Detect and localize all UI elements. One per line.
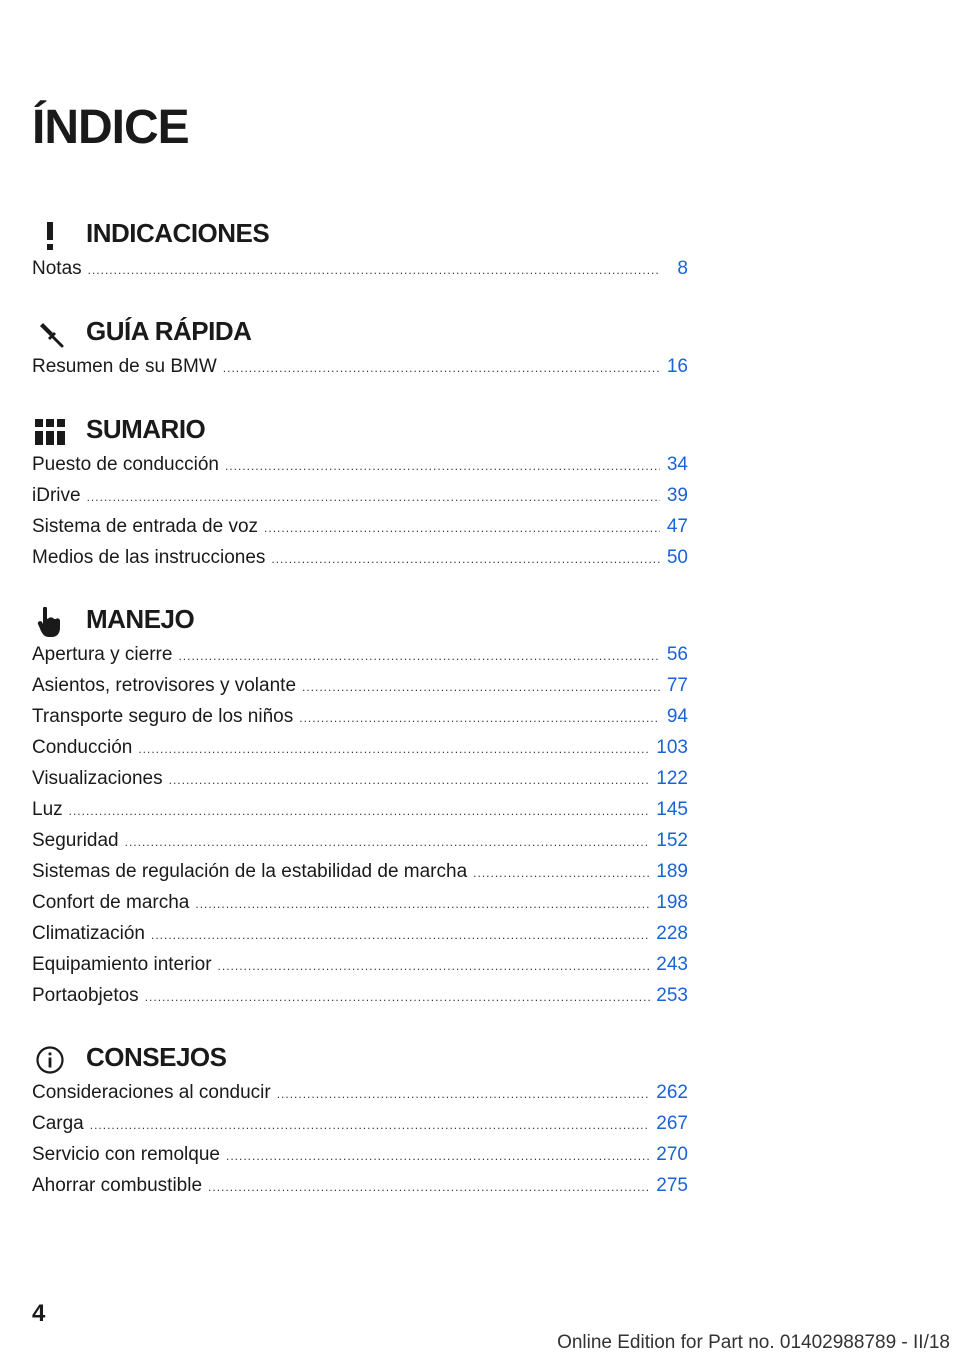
toc-entry-label: Asientos, retrovisores y volante <box>32 675 297 696</box>
toc-entry-label: Sistema de entrada de voz <box>32 516 259 537</box>
section-header <box>32 600 688 644</box>
toc-list <box>32 454 688 578</box>
dot-leader <box>226 1149 650 1163</box>
toc-page-link[interactable]: 262 <box>656 1082 688 1103</box>
toc-entry[interactable] <box>32 737 688 768</box>
toc-page-link[interactable]: 145 <box>656 799 688 820</box>
dot-leader <box>271 552 660 566</box>
toc-entry-label: Climatización <box>32 923 145 944</box>
toc-page-link[interactable]: 189 <box>656 861 688 882</box>
toc-list <box>32 258 688 289</box>
dot-leader <box>473 866 650 880</box>
section-title: INDICACIONES <box>86 218 270 248</box>
dot-leader <box>264 521 660 535</box>
section-title: CONSEJOS <box>86 1042 227 1072</box>
toc-page-link[interactable]: 50 <box>666 547 688 568</box>
toc-entry-label: iDrive <box>32 485 81 506</box>
toc-entry[interactable] <box>32 1113 688 1144</box>
toc-entry-label: Conducción <box>32 737 133 758</box>
toc-entry[interactable] <box>32 1082 688 1113</box>
toc-page-link[interactable]: 228 <box>656 923 688 944</box>
toc-page-link[interactable]: 34 <box>666 454 688 475</box>
toc-page-link[interactable]: 103 <box>656 737 688 758</box>
toc-entry[interactable] <box>32 954 688 985</box>
dot-leader <box>88 263 660 277</box>
dot-leader <box>302 680 660 694</box>
info-circle-icon <box>32 1044 68 1076</box>
toc-entry[interactable] <box>32 485 688 516</box>
toc-page-link[interactable]: 8 <box>677 258 688 279</box>
pushpin-icon <box>32 318 68 350</box>
toc-page-link[interactable]: 243 <box>656 954 688 975</box>
toc-entry-label: Apertura y cierre <box>32 644 173 665</box>
dot-leader <box>225 459 660 473</box>
dot-leader <box>218 959 651 973</box>
toc-page-link[interactable]: 270 <box>656 1144 688 1165</box>
toc-entry[interactable] <box>32 454 688 485</box>
section-title: MANEJO <box>86 604 195 634</box>
toc-entry-label: Confort de marcha <box>32 892 190 913</box>
toc-entry[interactable] <box>32 985 688 1016</box>
toc-entry[interactable] <box>32 547 688 578</box>
toc-entry[interactable] <box>32 258 688 289</box>
section-guia-rapida <box>32 312 688 387</box>
dot-leader <box>125 835 651 849</box>
toc-entry[interactable] <box>32 356 688 387</box>
section-sumario <box>32 410 688 578</box>
dot-leader <box>151 928 650 942</box>
dot-leader <box>87 490 660 504</box>
section-header <box>32 312 688 356</box>
footer-edition: Online Edition for Part no. 01402988789 - II/18 <box>557 1332 950 1353</box>
hand-pointer-icon <box>32 606 68 638</box>
toc-entry[interactable] <box>32 675 688 706</box>
toc-page-link[interactable]: 152 <box>656 830 688 851</box>
dot-leader <box>145 990 651 1004</box>
toc-page-link[interactable]: 267 <box>656 1113 688 1134</box>
toc-entry[interactable] <box>32 861 688 892</box>
toc-list <box>32 356 688 387</box>
section-header <box>32 214 688 258</box>
toc-entry-label: Carga <box>32 1113 84 1134</box>
toc-entry-label: Sistemas de regulación de la estabilidad de marcha <box>32 861 468 882</box>
dot-leader <box>195 897 650 911</box>
toc-entry-label: Notas <box>32 258 82 279</box>
toc-entry-label: Medios de las instrucciones <box>32 547 266 568</box>
toc-entry-label: Consideraciones al conducir <box>32 1082 271 1103</box>
toc-entry[interactable] <box>32 516 688 547</box>
dot-leader <box>138 742 650 756</box>
toc-entry-label: Puesto de conducción <box>32 454 219 475</box>
toc-entry-label: Equipamiento interior <box>32 954 212 975</box>
toc-page-link[interactable]: 56 <box>666 644 688 665</box>
dot-leader <box>299 711 660 725</box>
toc-list <box>32 1082 688 1206</box>
toc-page-link[interactable]: 275 <box>656 1175 688 1196</box>
page-title: ÍNDICE <box>32 101 189 154</box>
toc-entry-label: Visualizaciones <box>32 768 163 789</box>
section-title: GUÍA RÁPIDA <box>86 316 252 346</box>
section-consejos <box>32 1038 688 1206</box>
toc-entry-label: Seguridad <box>32 830 119 851</box>
section-indicaciones <box>32 214 688 289</box>
dot-leader <box>69 804 651 818</box>
section-header <box>32 410 688 454</box>
toc-entry[interactable] <box>32 892 688 923</box>
toc-page-link[interactable]: 47 <box>666 516 688 537</box>
toc-entry[interactable] <box>32 923 688 954</box>
toc-entry-label: Luz <box>32 799 63 820</box>
toc-entry-label: Portaobjetos <box>32 985 139 1006</box>
toc-entry-label: Resumen de su BMW <box>32 356 217 377</box>
toc-entry-label: Ahorrar combustible <box>32 1175 203 1196</box>
section-header <box>32 1038 688 1082</box>
toc-page-link[interactable]: 39 <box>666 485 688 506</box>
toc-page-link[interactable]: 253 <box>656 985 688 1006</box>
dot-leader <box>223 361 660 375</box>
section-manejo <box>32 600 688 1016</box>
page-number: 4 <box>32 1300 46 1327</box>
toc-entry[interactable] <box>32 830 688 861</box>
dot-leader <box>277 1087 651 1101</box>
toc-entry-label: Servicio con remolque <box>32 1144 220 1165</box>
toc-entry[interactable] <box>32 768 688 799</box>
grid-icon <box>32 416 68 448</box>
toc-page-link[interactable]: 122 <box>656 768 688 789</box>
toc-page-link[interactable]: 16 <box>666 356 688 377</box>
dot-leader <box>90 1118 651 1132</box>
section-title: SUMARIO <box>86 414 206 444</box>
toc-entry[interactable] <box>32 644 688 675</box>
toc-list <box>32 644 688 1016</box>
toc-entry[interactable] <box>32 1175 688 1206</box>
toc-page-link[interactable]: 198 <box>656 892 688 913</box>
toc-page-link[interactable]: 77 <box>666 675 688 696</box>
dot-leader <box>169 773 651 787</box>
toc-entry[interactable] <box>32 706 688 737</box>
dot-leader <box>178 649 660 663</box>
exclamation-icon <box>32 220 68 252</box>
toc-entry[interactable] <box>32 799 688 830</box>
toc-entry-label: Transporte seguro de los niños <box>32 706 294 727</box>
toc-page-link[interactable]: 94 <box>666 706 688 727</box>
toc-entry[interactable] <box>32 1144 688 1175</box>
dot-leader <box>208 1180 650 1194</box>
